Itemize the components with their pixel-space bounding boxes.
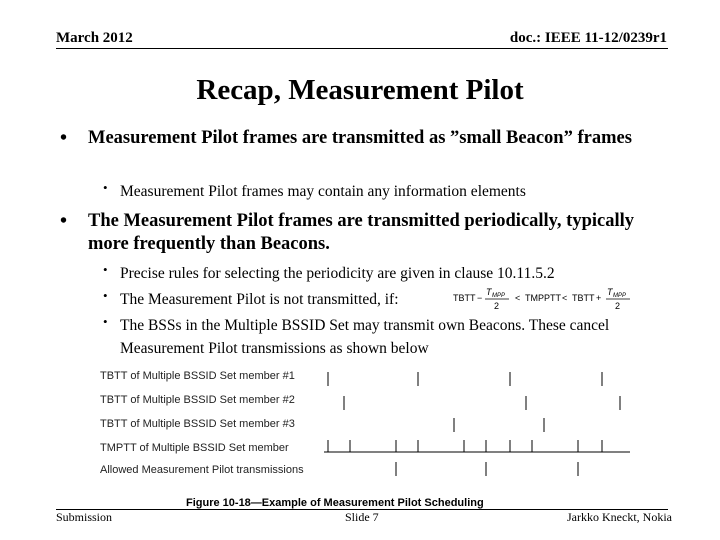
formula-sub: MPP (492, 293, 506, 299)
bullet-dot: • (60, 210, 68, 232)
formula-t: T (486, 287, 492, 297)
formula-two: 2 (494, 301, 500, 311)
header-doc-id: doc.: IEEE 11-12/0239r1 (509, 30, 667, 46)
bullet-2-sub-1-text: Precise rules for selecting the periodicity are given in clause 10.11.5.2 (120, 265, 555, 282)
bullet-2-text: The Measurement Pilot frames are transmitted periodically, typically more frequently than Beacons. (88, 211, 634, 254)
bullet-dot: • (103, 288, 108, 303)
footer-author: Jarkko Kneckt, Nokia (567, 510, 672, 524)
row-label-tmptt: TMPTT of Multiple BSSID Set member (100, 442, 289, 454)
bullet-dot: • (60, 127, 68, 149)
bullet-1 (60, 127, 648, 150)
formula-lt: < (562, 293, 568, 303)
header-rule (56, 48, 668, 49)
row-label-member-1: TBTT of Multiple BSSID Set member #1 (100, 370, 295, 382)
bullet-2-sub-3 (103, 314, 643, 360)
formula-t: T (607, 287, 613, 297)
scheduling-figure (100, 364, 640, 494)
bullet-2-sub-2-text: The Measurement Pilot is not transmitted, if: (120, 291, 399, 308)
bullet-dot: • (103, 314, 108, 329)
figure-caption: Figure 10-18—Example of Measurement Pilot Scheduling (186, 497, 484, 509)
bullet-dot: • (103, 262, 108, 277)
formula-tbtt: TBTT (453, 293, 476, 303)
timing-lines (100, 364, 640, 494)
condition-formula (453, 286, 653, 312)
header-date: March 2012 (56, 30, 133, 46)
slide-title: Recap, Measurement Pilot (196, 74, 524, 106)
formula-tmpptt: TMPPTT (525, 293, 561, 303)
footer-submission: Submission (56, 510, 113, 524)
bullet-2-sub-2 (103, 288, 399, 311)
formula-two: 2 (615, 301, 621, 311)
bullet-2-sub-3-text: The BSSs in the Multiple BSSID Set may transmit own Beacons. These cancel Measurement Pilot transmissions as shown below (120, 317, 610, 357)
row-label-allowed: Allowed Measurement Pilot transmissions (100, 464, 304, 476)
formula-tbtt: TBTT (572, 293, 595, 303)
bullet-1-sub-1 (103, 180, 526, 203)
row-label-member-3: TBTT of Multiple BSSID Set member #3 (100, 418, 295, 430)
formula-sub: MPP (613, 293, 627, 299)
bullet-2-sub-1 (103, 262, 555, 285)
bullet-1-sub-1-text: Measurement Pilot frames may contain any information elements (120, 183, 526, 200)
formula-plus: + (596, 293, 602, 303)
bullet-2 (60, 210, 648, 256)
bullet-dot: • (103, 180, 108, 195)
formula-minus: − (477, 293, 483, 303)
row-label-member-2: TBTT of Multiple BSSID Set member #2 (100, 394, 295, 406)
formula-lt: < (515, 293, 521, 303)
bullet-1-text: Measurement Pilot frames are transmitted as ”small Beacon” frames (88, 128, 632, 148)
footer-slide-number: Slide 7 (345, 510, 379, 524)
